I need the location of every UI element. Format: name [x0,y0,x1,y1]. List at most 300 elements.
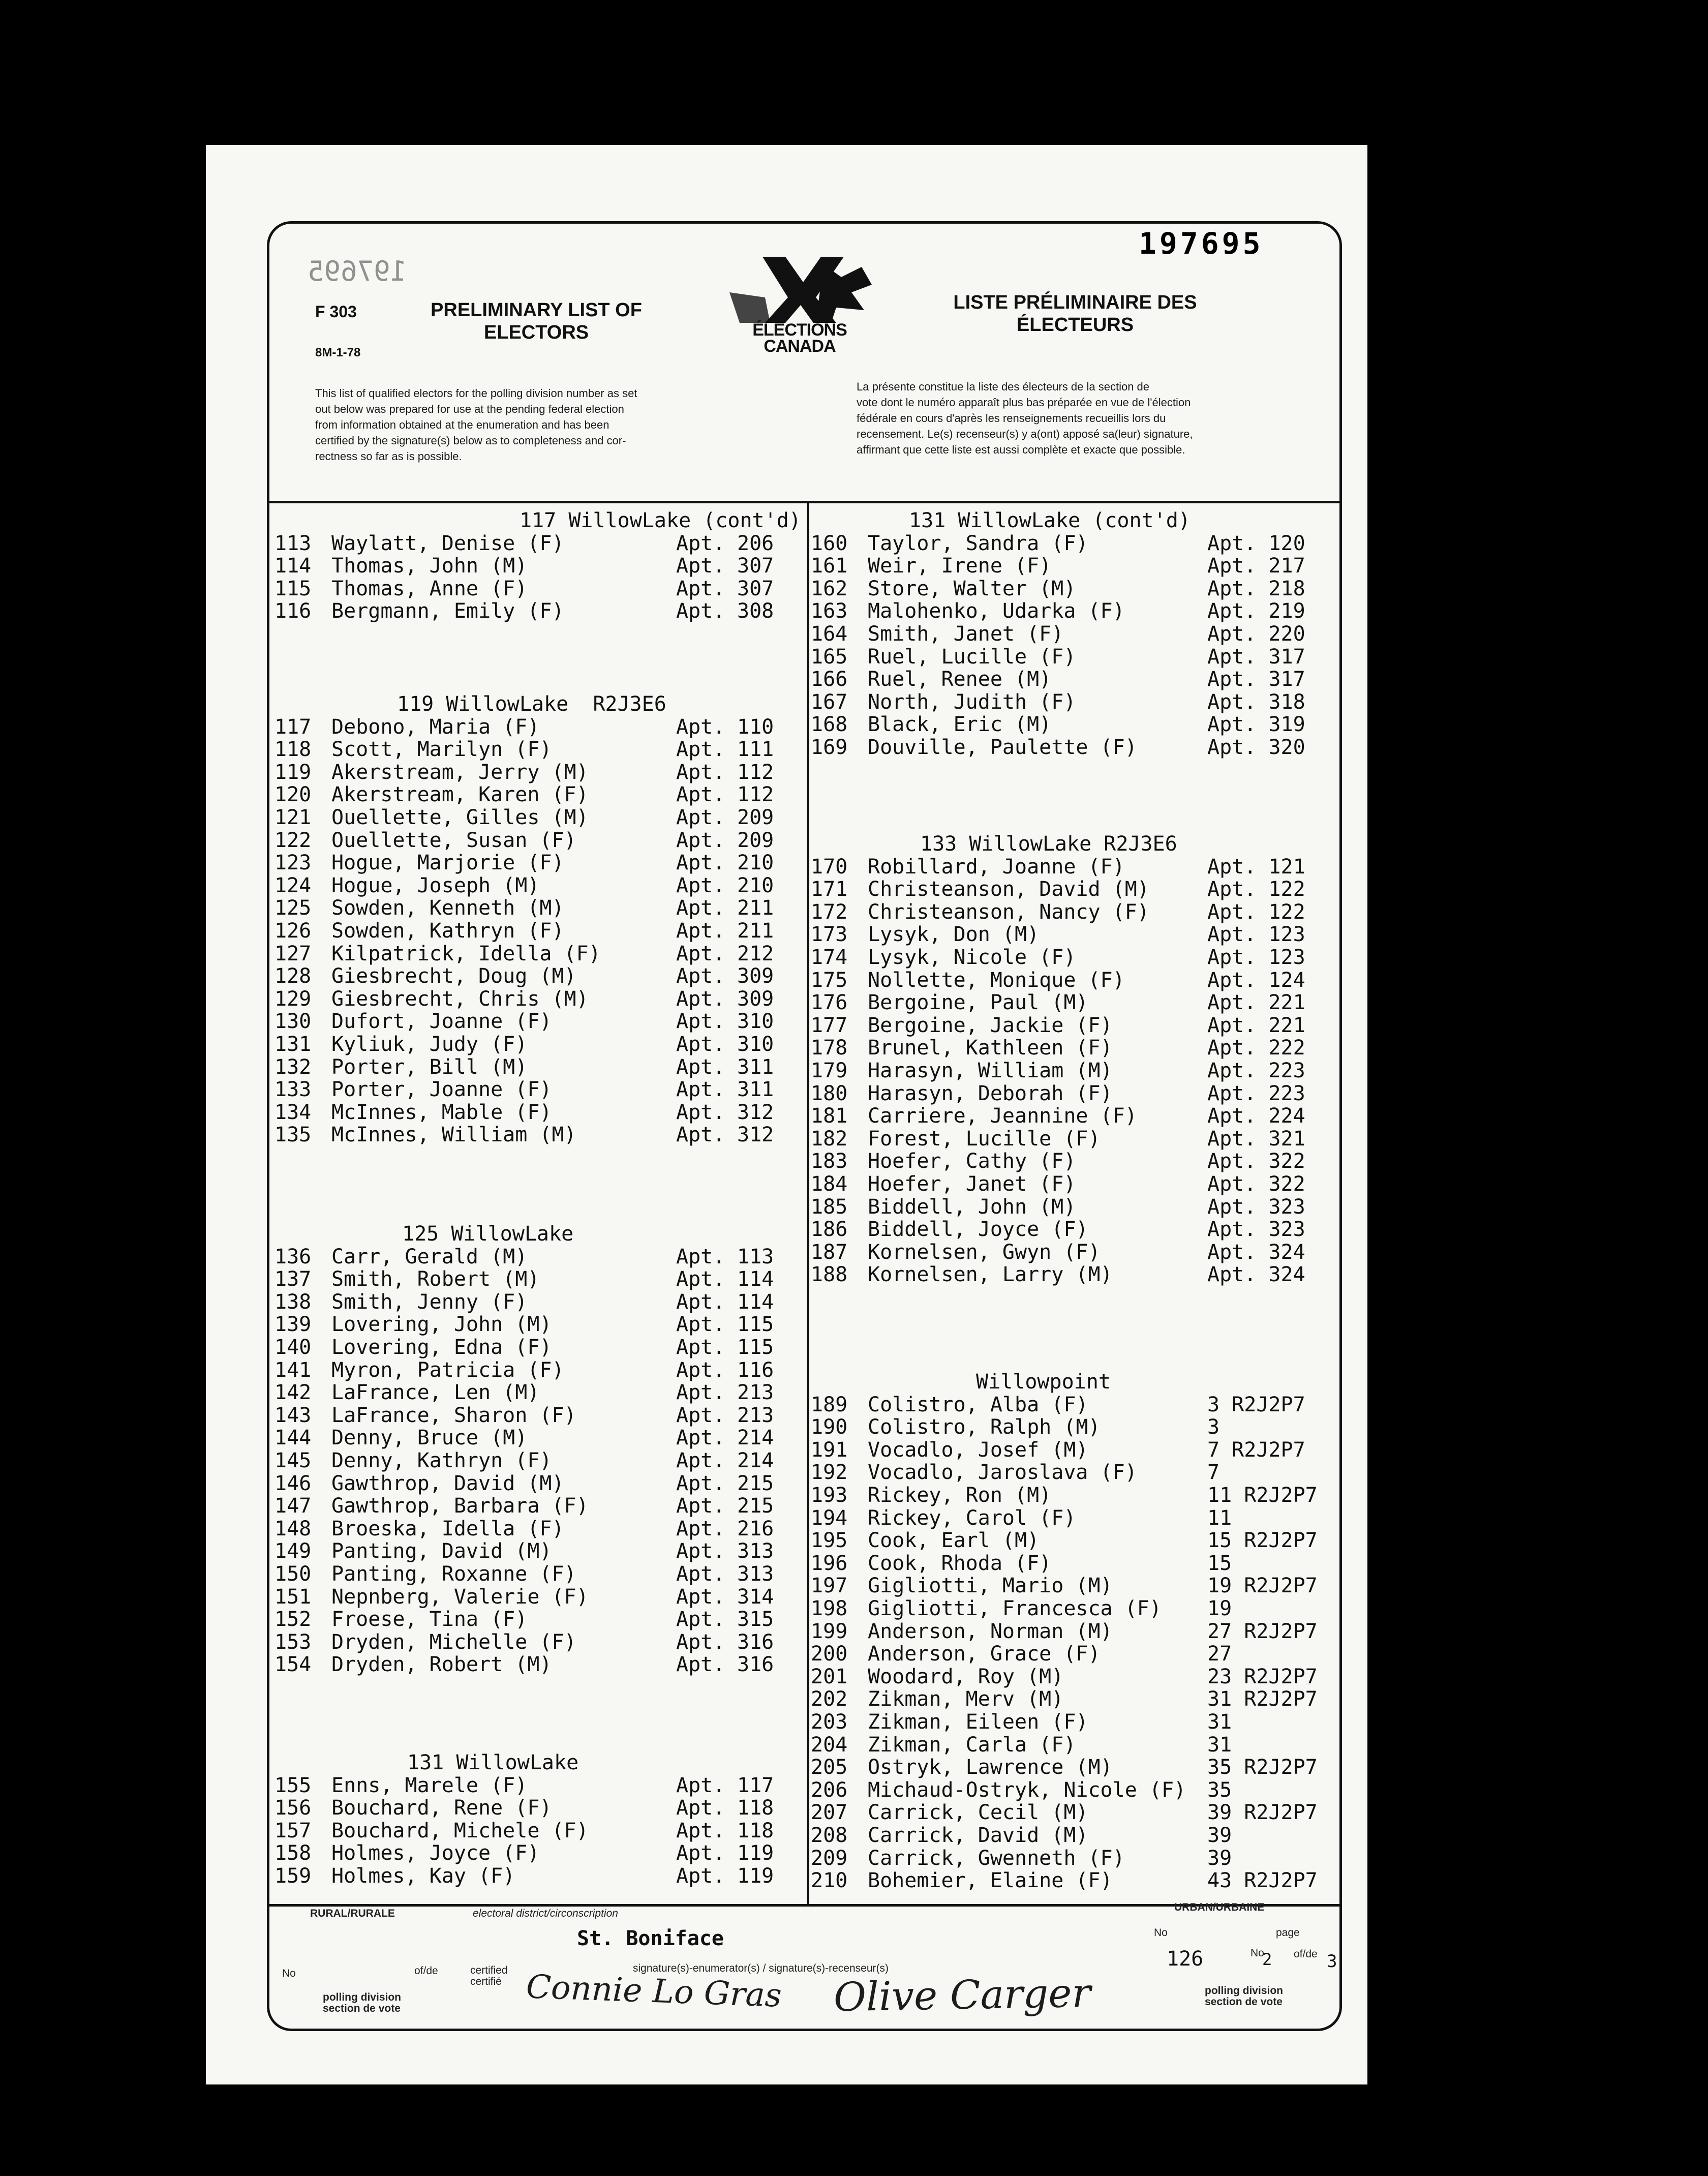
apartment-label: Apt. [676,851,725,874]
elector-row [274,738,803,761]
elector-row [811,1173,1339,1196]
elector-row [811,1014,1339,1037]
elector-name: Hogue, Marjorie (F) [331,851,564,874]
apartment-value: 316 [737,1653,774,1676]
elector-row [811,1461,1339,1484]
apartment-number [676,1313,774,1336]
elector-number: 135 [274,1123,312,1146]
apartment-number [676,1078,774,1101]
address-detail: 3 R2J2P7 [1207,1393,1305,1416]
elector-name: Woodard, Roy (M) [868,1665,1064,1688]
polling-division-number: 126 [1167,1947,1204,1971]
elector-row [811,1507,1339,1530]
elector-number: 203 [811,1710,848,1734]
apartment-value: 214 [737,1426,774,1449]
elector-name: Smith, Robert (M) [331,1267,540,1291]
address-detail: Apt. 223 [1207,1059,1305,1082]
elector-name: Carrick, Cecil (M) [868,1801,1088,1824]
elector-number: 144 [274,1426,312,1449]
apartment-value: 211 [737,919,774,943]
elector-row [274,1820,803,1842]
address-detail: Apt. 222 [1207,1036,1305,1060]
apartment-label: Apt. [676,1313,725,1336]
elector-number: 200 [811,1642,848,1666]
elector-number: 163 [811,599,848,623]
elector-number: 176 [811,991,848,1014]
apartment-number [676,1797,774,1820]
elector-name: Bergoine, Jackie (F) [868,1014,1113,1037]
apartment-number [676,1472,774,1495]
apartment-label: Apt. [676,987,725,1011]
elections-canada-logo: ÉLECTIONS CANADA [709,252,882,358]
apartment-label: Apt. [676,738,725,761]
elector-row [811,1620,1339,1643]
elector-name: Denny, Bruce (M) [331,1426,528,1449]
elector-row [811,1263,1339,1286]
elector-name: LaFrance, Len (M) [331,1381,540,1404]
elector-name: Kyliuk, Judy (F) [331,1033,528,1056]
elector-row [274,1246,803,1268]
apartment-number [676,806,774,829]
elector-number: 140 [274,1336,312,1359]
electoral-district: St. Boniface [577,1927,724,1950]
elector-name: Ouellette, Gilles (M) [331,806,589,829]
address-detail: Apt. 322 [1207,1150,1305,1173]
elector-row [274,1865,803,1888]
apartment-number [676,1359,774,1382]
elector-number: 196 [811,1552,848,1575]
apartment-number [676,1404,774,1427]
apartment-value: 216 [737,1517,774,1540]
elector-number: 173 [811,923,848,946]
apartment-label: Apt. [676,1653,725,1676]
address-detail: 15 [1207,1552,1232,1575]
elector-name: Denny, Kathryn (F) [331,1449,552,1472]
apartment-number [676,1774,774,1797]
elector-number: 185 [811,1195,848,1219]
elector-number: 143 [274,1404,312,1427]
elector-number: 126 [274,919,312,943]
elector-name: Vocadlo, Jaroslava (F) [868,1461,1137,1484]
elector-name: Anderson, Grace (F) [868,1642,1101,1666]
elector-number: 178 [811,1036,848,1060]
apartment-label: Apt. [676,1426,725,1449]
elector-number: 207 [811,1801,848,1824]
apartment-number [676,1820,774,1842]
elector-number: 180 [811,1082,848,1105]
elector-number: 139 [274,1313,312,1336]
elector-row [811,600,1339,623]
apartment-label: Apt. [676,1517,725,1540]
apartment-number [676,1381,774,1404]
apartment-label: Apt. [676,1055,725,1079]
section-heading: 125 WillowLake [402,1222,574,1246]
address-detail: Apt. 219 [1207,599,1305,623]
apartment-value: 110 [737,715,774,739]
elector-number: 119 [274,761,312,784]
elector-row [811,1394,1339,1416]
elector-row [811,946,1339,969]
elector-name: Myron, Patricia (F) [331,1358,564,1382]
elector-number: 166 [811,668,848,691]
address-detail: Apt. 324 [1207,1241,1305,1264]
elector-number: 118 [274,738,312,761]
page-label: page [1276,1927,1300,1939]
page-no-label: No [1250,1947,1264,1959]
apartment-value: 309 [737,964,774,988]
apartment-label: Apt. [676,1449,725,1472]
elector-name: Carriere, Jeannine (F) [868,1104,1137,1128]
address-detail: Apt. 122 [1207,900,1305,924]
address-detail: 39 [1207,1847,1232,1870]
rural-no-label: No [282,1968,296,1979]
elector-row [274,1842,803,1865]
apartment-value: 314 [737,1585,774,1609]
apartment-value: 118 [737,1796,774,1820]
elector-name: Black, Eric (M) [868,713,1052,736]
elector-number: 208 [811,1824,848,1847]
elector-name: Waylatt, Denise (F) [331,532,564,555]
elector-row [811,1128,1339,1151]
title-english: PRELIMINARY LIST OF ELECTORS [431,299,642,343]
address-detail: 31 R2J2P7 [1207,1687,1318,1711]
elector-name: Bergmann, Emily (F) [331,599,564,623]
signature-label: signature(s)-enumerator(s) / signature(s)-recenseur(s) [633,1962,889,1974]
elector-name: Akerstream, Jerry (M) [331,761,589,784]
elector-row [274,1404,803,1427]
elector-name: Colistro, Alba (F) [868,1393,1088,1416]
elector-name: Bohemier, Elaine (F) [868,1869,1113,1892]
apartment-label: Apt. [676,1010,725,1033]
elector-name: Carrick, David (M) [868,1824,1088,1847]
address-detail: 31 [1207,1710,1232,1734]
elector-number: 179 [811,1059,848,1082]
elector-name: Harasyn, William (M) [868,1059,1113,1082]
elector-number: 116 [274,599,312,623]
apartment-value: 215 [737,1472,774,1495]
apartment-label: Apt. [676,919,725,943]
elector-number: 130 [274,1010,312,1033]
section-heading: 131 WillowLake (cont'd) [909,509,1191,532]
district-label: electoral district/circonscription [473,1908,618,1919]
elector-name: Christeanson, David (M) [868,878,1149,901]
apartment-value: 209 [737,806,774,829]
elector-number: 175 [811,969,848,992]
address-detail: Apt. 220 [1207,622,1305,646]
elector-name: Anderson, Norman (M) [868,1620,1113,1643]
elector-number: 133 [274,1078,312,1101]
elector-number: 136 [274,1245,312,1268]
elector-name: Zikman, Eileen (F) [868,1710,1088,1734]
elector-name: Ruel, Lucille (F) [868,645,1076,669]
elector-row [274,1518,803,1540]
apartment-value: 113 [737,1245,774,1268]
elector-name: Panting, David (M) [331,1539,552,1563]
elector-name: Brunel, Kathleen (F) [868,1036,1113,1060]
elector-number: 169 [811,736,848,759]
elector-number: 182 [811,1127,848,1151]
address-detail: Apt. 323 [1207,1195,1305,1219]
apartment-value: 117 [737,1774,774,1797]
apartment-number [676,1865,774,1888]
apartment-value: 116 [737,1358,774,1382]
elector-row [274,1472,803,1495]
elector-row [811,901,1339,924]
apartment-value: 114 [737,1267,774,1291]
elector-row [811,1756,1339,1779]
elector-number: 152 [274,1608,312,1631]
apartment-number [676,897,774,920]
section-heading: 119 WillowLake R2J3E6 [397,692,666,716]
elector-number: 156 [274,1796,312,1820]
intro-english: This list of qualified electors for the polling division number as set out below was prepared for use at the pending federal election from information obtained at the enumeration and has been certified by the signature(s) below as to completeness and cor- rectness so far as is possible. [315,387,637,463]
elector-row [274,1336,803,1359]
elector-name: Bergoine, Paul (M) [868,991,1088,1014]
apartment-value: 210 [737,874,774,897]
elector-row [274,1608,803,1631]
elector-row [274,1056,803,1079]
address-detail: 35 [1207,1778,1232,1802]
apartment-number [676,761,774,784]
apartment-number [676,716,774,739]
elector-name: Lysyk, Nicole (F) [868,946,1076,969]
elector-name: Kilpatrick, Idella (F) [331,942,601,965]
elector-name: Holmes, Kay (F) [331,1864,515,1888]
apartment-number [676,1586,774,1609]
elector-number: 198 [811,1597,848,1620]
elector-name: Cook, Rhoda (F) [868,1552,1052,1575]
elector-number: 132 [274,1055,312,1079]
elector-number: 141 [274,1358,312,1382]
apartment-number [676,965,774,988]
elector-name: Carr, Gerald (M) [331,1245,528,1268]
elector-number: 192 [811,1461,848,1484]
column-divider [807,503,809,1904]
apartment-value: 114 [737,1290,774,1314]
elector-number: 120 [274,783,312,806]
apartment-value: 310 [737,1010,774,1033]
apartment-label: Apt. [676,1033,725,1056]
signature-2: Olive Carger [833,1970,1091,2021]
elector-number: 171 [811,878,848,901]
elector-number: 129 [274,987,312,1011]
elector-name: Dryden, Michelle (F) [331,1630,576,1654]
apartment-number [676,1653,774,1676]
elector-row [811,1037,1339,1060]
elector-number: 170 [811,855,848,879]
elector-name: Bouchard, Michele (F) [331,1819,589,1842]
elector-number: 186 [811,1218,848,1241]
elector-number: 209 [811,1847,848,1870]
apartment-number [676,600,774,623]
elector-number: 125 [274,896,312,920]
elector-row [811,646,1339,669]
elector-row [274,1495,803,1518]
title-french: LISTE PRÉLIMINAIRE DES ÉLECTEURS [953,292,1197,336]
elector-row [274,1381,803,1404]
apartment-label: Apt. [676,577,725,600]
elector-row [811,1734,1339,1757]
elector-row [274,920,803,943]
address-detail: Apt. 223 [1207,1082,1305,1105]
address-detail: 35 R2J2P7 [1207,1756,1318,1779]
apartment-number [676,1291,774,1314]
apartment-value: 312 [737,1123,774,1146]
apartment-label: Apt. [676,964,725,988]
address-detail: 3 [1207,1415,1220,1439]
elector-row [811,1801,1339,1824]
address-detail: 11 [1207,1506,1232,1530]
elector-row [274,1774,803,1797]
elector-number: 142 [274,1381,312,1404]
apartment-number [676,1608,774,1631]
address-detail: Apt. 320 [1207,736,1305,759]
apartment-value: 307 [737,554,774,578]
apartment-value: 311 [737,1055,774,1079]
elector-number: 128 [274,964,312,988]
intro-french: La présente constitue la liste des électeurs de la section de vote dont le numéro apparaît plus bas préparée en vue de l'élection fédérale en cours d'après les renseignements recueillis lors du recensement. Le(s) recenseur(s) y a(ont) apposé sa(leur) signature, affirmant que cette liste est aussi complète et exacte que possible. [857,380,1193,456]
apartment-value: 115 [737,1313,774,1336]
elector-name: Hoefer, Cathy (F) [868,1150,1076,1173]
apartment-number [676,1495,774,1518]
elector-number: 183 [811,1150,848,1173]
apartment-number [676,1540,774,1563]
page-number: 2 [1262,1950,1272,1969]
address-detail: Apt. 317 [1207,645,1305,669]
apartment-label: Apt. [676,1539,725,1563]
apartment-number [676,1033,774,1056]
elector-number: 134 [274,1101,312,1124]
elector-row [811,1779,1339,1802]
elector-row [811,555,1339,578]
apartment-number [676,1268,774,1291]
elector-name: Debono, Maria (F) [331,715,540,739]
elector-number: 174 [811,946,848,969]
elector-name: Nepnberg, Valerie (F) [331,1585,589,1609]
elector-row [811,691,1339,714]
address-detail: Apt. 317 [1207,668,1305,691]
elector-number: 162 [811,577,848,600]
address-detail: Apt. 321 [1207,1127,1305,1151]
elector-name: Froese, Tina (F) [331,1608,528,1631]
elector-number: 197 [811,1574,848,1597]
elector-row [811,991,1339,1014]
address-detail: Apt. 218 [1207,577,1305,600]
apartment-number [676,1246,774,1268]
elector-row [274,897,803,920]
address-detail: 31 [1207,1733,1232,1757]
page-total: 3 [1327,1951,1337,1972]
elector-row [811,532,1339,555]
elector-row [811,1218,1339,1241]
apartment-value: 308 [737,599,774,623]
apartment-number [676,920,774,943]
elector-number: 165 [811,645,848,669]
apartment-value: 119 [737,1841,774,1865]
address-detail: Apt. 123 [1207,946,1305,969]
address-detail: Apt. 221 [1207,991,1305,1014]
elector-name: Taylor, Sandra (F) [868,532,1088,555]
elector-row [274,1631,803,1654]
elector-number: 123 [274,851,312,874]
elector-number: 187 [811,1241,848,1264]
elector-number: 181 [811,1104,848,1128]
section-heading: Willowpoint [976,1370,1111,1394]
apartment-number [676,1056,774,1079]
elector-name: Nollette, Monique (F) [868,969,1125,992]
apartment-value: 209 [737,829,774,852]
elector-name: Colistro, Ralph (M) [868,1415,1101,1439]
apartment-value: 215 [737,1494,774,1518]
elector-row [274,1653,803,1676]
apartment-label: Apt. [676,1101,725,1124]
document-number: 197695 [1139,226,1264,261]
apartment-number [676,1518,774,1540]
section-heading: 131 WillowLake [407,1751,579,1774]
elector-name: Hogue, Joseph (M) [331,874,540,897]
elector-number: 161 [811,554,848,578]
elector-row [274,1427,803,1449]
elector-number: 149 [274,1539,312,1563]
elector-row [274,555,803,578]
apartment-value: 311 [737,1078,774,1101]
elector-number: 193 [811,1484,848,1507]
address-detail: Apt. 123 [1207,923,1305,946]
address-detail: 7 [1207,1461,1220,1484]
elector-row [811,1082,1339,1105]
elector-row [274,532,803,555]
apartment-label: Apt. [676,1245,725,1268]
elector-number: 150 [274,1562,312,1586]
elector-name: Biddell, John (M) [868,1195,1076,1219]
apartment-label: Apt. [676,1774,725,1797]
address-detail: 19 [1207,1597,1232,1620]
elector-row [274,874,803,897]
apartment-value: 210 [737,851,774,874]
address-detail: Apt. 323 [1207,1218,1305,1241]
elector-row [811,1439,1339,1462]
elector-row [811,1484,1339,1507]
elector-row [274,965,803,988]
elector-number: 127 [274,942,312,965]
elector-row [811,1597,1339,1620]
elector-name: North, Judith (F) [868,690,1076,714]
elector-row [811,856,1339,879]
elector-number: 131 [274,1033,312,1056]
elector-name: Forest, Lucille (F) [868,1127,1101,1151]
apartment-number [676,829,774,852]
elector-number: 138 [274,1290,312,1314]
address-detail: 7 R2J2P7 [1207,1438,1305,1462]
elector-name: Bouchard, Rene (F) [331,1796,552,1820]
address-detail: 27 R2J2P7 [1207,1620,1318,1643]
elector-row [811,1060,1339,1082]
urban-no-label: No [1154,1927,1168,1939]
elector-row [811,878,1339,901]
elector-number: 117 [274,715,312,739]
elector-row [274,852,803,874]
elector-row [811,1575,1339,1597]
elector-name: Weir, Irene (F) [868,554,1052,578]
elector-row [274,716,803,739]
elector-name: Ostryk, Lawrence (M) [868,1756,1113,1779]
elector-number: 210 [811,1869,848,1892]
elector-row [811,1105,1339,1128]
elector-row [274,1359,803,1382]
elector-number: 115 [274,577,312,600]
apartment-value: 111 [737,738,774,761]
apartment-label: Apt. [676,896,725,920]
